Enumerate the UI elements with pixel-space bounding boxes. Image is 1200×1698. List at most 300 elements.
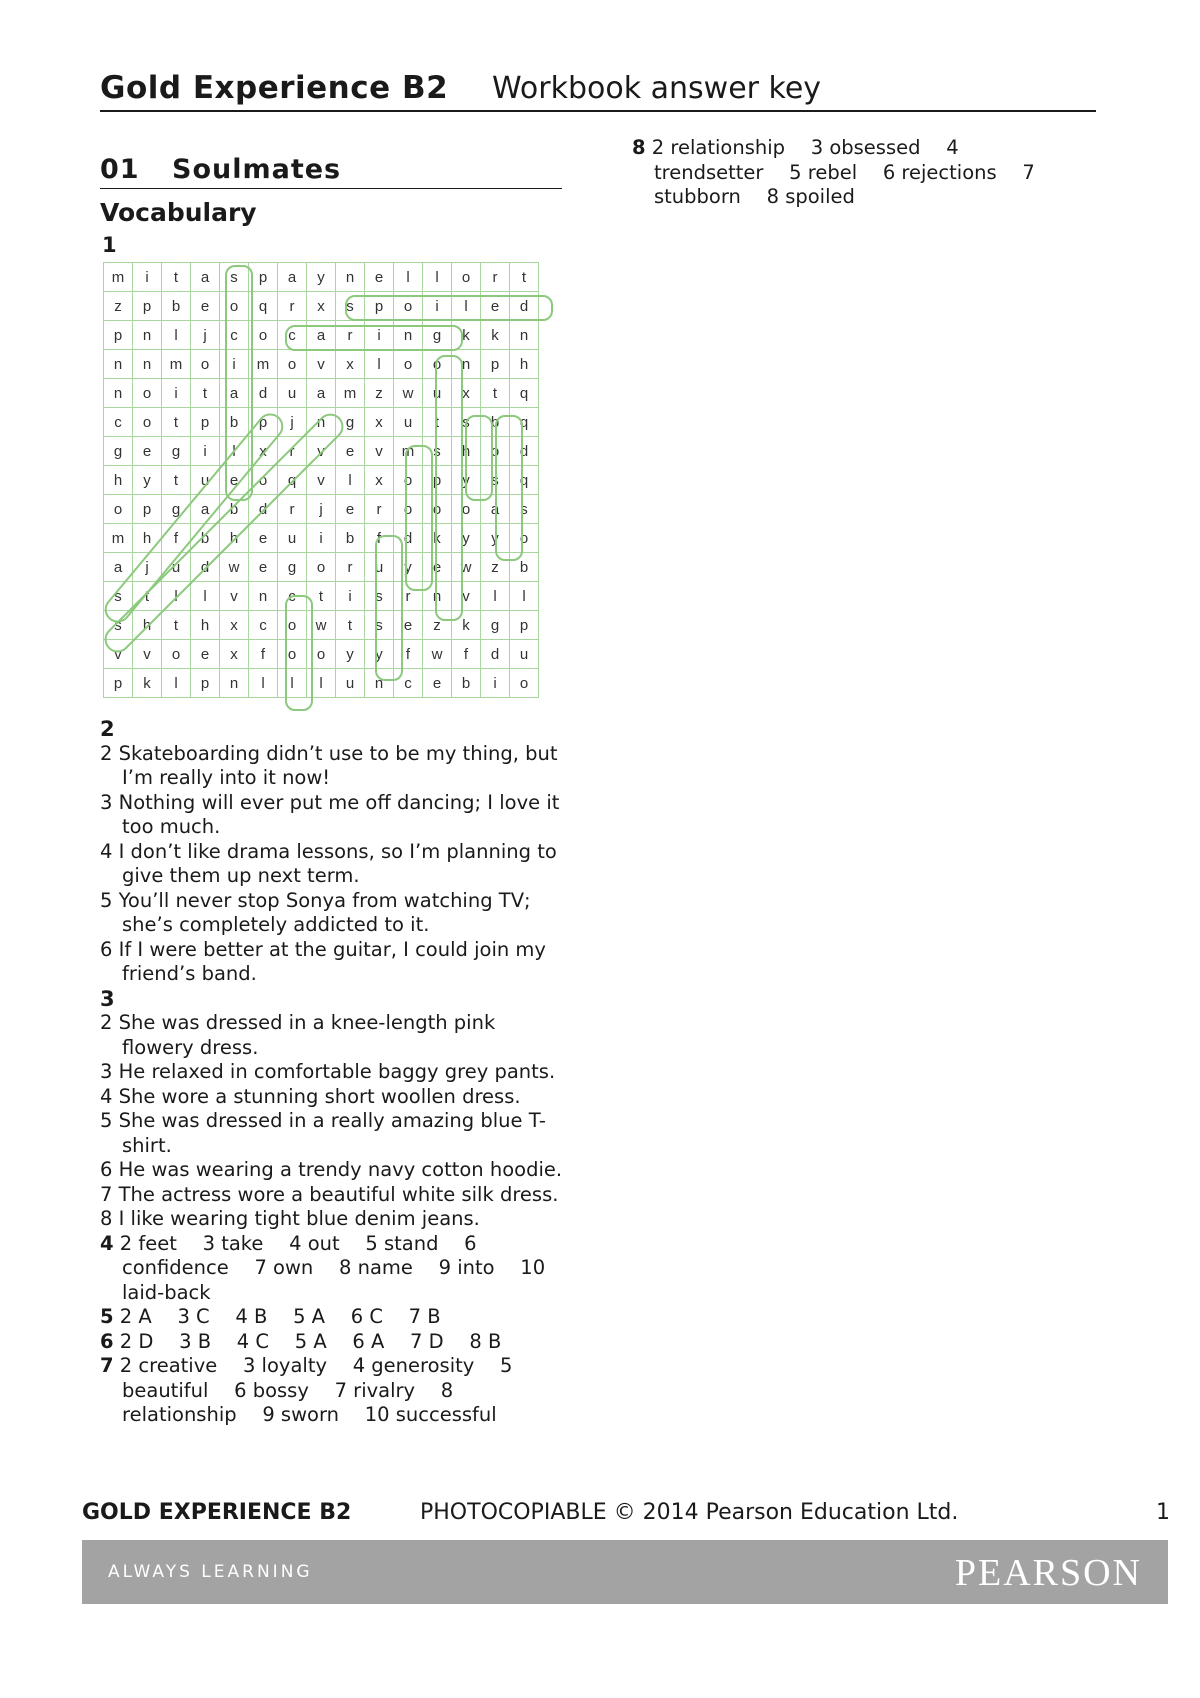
wordsearch-grid <box>103 262 555 714</box>
exercise-8-answers <box>632 136 1092 210</box>
answer: 6 rejections <box>882 160 997 184</box>
grid-letter: q <box>510 466 539 495</box>
grid-letter: o <box>510 669 539 698</box>
grid-letter: p <box>249 263 278 292</box>
grid-letter: y <box>452 466 481 495</box>
grid-letter: x <box>336 350 365 379</box>
grid-letter: t <box>133 582 162 611</box>
grid-letter: t <box>510 263 539 292</box>
grid-letter: c <box>278 321 307 350</box>
answer: 3 obsessed <box>810 136 921 159</box>
grid-letter: u <box>162 553 191 582</box>
grid-letter: a <box>481 495 510 524</box>
publisher-logo: PEARSON <box>954 1552 1142 1594</box>
grid-letter: p <box>133 292 162 321</box>
grid-letter: o <box>133 379 162 408</box>
grid-letter: r <box>481 263 510 292</box>
grid-letter: l <box>162 321 191 350</box>
grid-letter: g <box>336 408 365 437</box>
grid-letter: n <box>249 582 278 611</box>
grid-letter: q <box>249 292 278 321</box>
list-item: 3 Nothing will ever put me off dancing; I love it too much. <box>100 790 560 838</box>
grid-letter: o <box>394 466 423 495</box>
grid-letter: f <box>452 640 481 669</box>
grid-letter: e <box>394 611 423 640</box>
answer: 3 loyalty <box>242 1354 327 1377</box>
answer: 5 A <box>293 1305 326 1328</box>
grid-letter: l <box>365 350 394 379</box>
grid-letter: e <box>191 292 220 321</box>
answer-outline <box>286 596 312 710</box>
grid-letter: l <box>452 292 481 321</box>
grid-letter: o <box>278 640 307 669</box>
grid-letter: v <box>307 350 336 379</box>
grid-letter: o <box>249 321 278 350</box>
grid-letter: n <box>220 669 249 698</box>
grid-letter: g <box>423 321 452 350</box>
grid-letter: w <box>220 553 249 582</box>
grid-letter: i <box>220 350 249 379</box>
answer: 8 B <box>469 1329 502 1353</box>
list-item: 3 He relaxed in comfortable baggy grey pants. <box>100 1060 556 1083</box>
grid-letter: u <box>336 669 365 698</box>
answer: 2 creative <box>119 1354 218 1377</box>
grid-letter: p <box>510 611 539 640</box>
grid-letter: l <box>481 582 510 611</box>
answer: 6 confidence <box>122 1231 477 1279</box>
grid-letter: e <box>220 466 249 495</box>
grid-letter: x <box>452 379 481 408</box>
grid-letter: h <box>133 524 162 553</box>
grid-letter: x <box>220 640 249 669</box>
grid-letter: d <box>191 553 220 582</box>
grid-letter: n <box>104 350 133 379</box>
grid-letter: w <box>423 640 452 669</box>
grid-letter: m <box>336 379 365 408</box>
grid-letter: d <box>249 379 278 408</box>
section-title: Vocabulary <box>100 198 257 227</box>
answer-outline <box>103 410 287 627</box>
answer: 9 into <box>438 1256 495 1279</box>
grid-letter: g <box>162 495 191 524</box>
exercise-4-answers <box>100 1232 570 1306</box>
exercise-2-number: 2 <box>100 717 115 741</box>
answer: 7 own <box>254 1256 314 1279</box>
grid-letter: h <box>191 611 220 640</box>
grid-letter: g <box>278 553 307 582</box>
grid-letter: o <box>423 350 452 379</box>
unit-heading <box>100 154 562 189</box>
grid-letter: y <box>394 553 423 582</box>
list-item: 5 She was dressed in a really amazing blue T-shirt. <box>100 1109 546 1157</box>
grid-letter: l <box>278 669 307 698</box>
answer: 2 relationship <box>651 136 786 159</box>
grid-letter: u <box>278 524 307 553</box>
exercise-number: 8 <box>632 136 646 159</box>
grid-letter: q <box>510 379 539 408</box>
unit-number: 01 <box>100 154 140 185</box>
grid-letter: d <box>249 495 278 524</box>
grid-letter: y <box>133 466 162 495</box>
answer: 5 A <box>294 1329 327 1353</box>
answer: 8 spoiled <box>766 185 855 208</box>
grid-letter: n <box>104 379 133 408</box>
grid-letter: u <box>510 640 539 669</box>
grid-letter: s <box>365 611 394 640</box>
grid-letter: z <box>104 292 133 321</box>
grid-letter: m <box>104 524 133 553</box>
answer-outline <box>226 266 252 500</box>
grid-letter: i <box>365 321 394 350</box>
grid-letter: v <box>104 640 133 669</box>
grid-letter: x <box>220 611 249 640</box>
grid-letter: p <box>191 669 220 698</box>
answer: 10 successful <box>364 1403 497 1426</box>
grid-letter: t <box>162 263 191 292</box>
page-number: 1 <box>1156 1500 1170 1525</box>
exercise-7-answers <box>100 1354 570 1428</box>
grid-letter: f <box>365 524 394 553</box>
grid-letter: g <box>481 611 510 640</box>
grid-letter: u <box>365 553 394 582</box>
answer: 4 out <box>289 1231 340 1255</box>
grid-letter: y <box>307 263 336 292</box>
grid-letter: e <box>336 495 365 524</box>
grid-letter: b <box>481 408 510 437</box>
grid-letter: o <box>307 553 336 582</box>
grid-letter: b <box>452 669 481 698</box>
grid-letter: n <box>336 263 365 292</box>
grid-letter: c <box>220 321 249 350</box>
answer: 4 C <box>236 1329 270 1353</box>
grid-letter: s <box>104 582 133 611</box>
grid-letter: c <box>394 669 423 698</box>
answer: 10 laid-back <box>122 1256 546 1304</box>
answer: 2 A <box>119 1305 152 1328</box>
answer: 7 D <box>410 1329 444 1353</box>
grid-letter: n <box>133 321 162 350</box>
tagline: ALWAYS LEARNING <box>108 1562 313 1582</box>
grid-letter: x <box>249 437 278 466</box>
grid-letter: n <box>307 408 336 437</box>
grid-letter: m <box>394 437 423 466</box>
grid-letter: r <box>336 321 365 350</box>
grid-letter: e <box>249 553 278 582</box>
grid-letter: v <box>307 437 336 466</box>
grid-letter: z <box>481 553 510 582</box>
grid-letter: o <box>162 640 191 669</box>
grid-letter: v <box>220 582 249 611</box>
grid-letter: v <box>133 640 162 669</box>
answer: 7 rivalry <box>334 1378 416 1402</box>
grid-letter: z <box>423 611 452 640</box>
answer: 5 rebel <box>789 160 858 184</box>
answer: 7 stubborn <box>654 160 1035 208</box>
grid-letter: s <box>220 263 249 292</box>
grid-letter: u <box>191 466 220 495</box>
grid-letter: g <box>162 437 191 466</box>
grid-letter: x <box>307 292 336 321</box>
answer: 2 feet <box>119 1231 177 1255</box>
grid-letter: a <box>307 379 336 408</box>
left-column <box>100 717 570 1428</box>
grid-letter: f <box>394 640 423 669</box>
grid-letter: c <box>104 408 133 437</box>
grid-letter: n <box>394 321 423 350</box>
grid-letter: s <box>452 408 481 437</box>
grid-letter: w <box>307 611 336 640</box>
grid-letter: c <box>278 582 307 611</box>
list-item: 5 You’ll never stop Sonya from watching TV; she’s completely addicted to it. <box>100 888 531 936</box>
grid-letter: a <box>220 379 249 408</box>
answer: 4 B <box>235 1305 268 1328</box>
answer: 2 D <box>119 1329 154 1353</box>
answer: 6 bossy <box>234 1378 309 1402</box>
grid-letter: s <box>104 611 133 640</box>
grid-letter: i <box>336 582 365 611</box>
grid-letter: r <box>365 495 394 524</box>
grid-letter: a <box>191 495 220 524</box>
grid-letter: n <box>452 350 481 379</box>
grid-letter: a <box>278 263 307 292</box>
answer-outline <box>376 536 402 680</box>
grid-letter: x <box>365 466 394 495</box>
answer: 8 relationship <box>122 1378 454 1426</box>
list-item: 4 She wore a stunning short woollen dress. <box>100 1084 521 1108</box>
grid-letter: b <box>162 292 191 321</box>
answer: 5 stand <box>365 1231 439 1255</box>
grid-letter: l <box>423 263 452 292</box>
grid-letter: g <box>104 437 133 466</box>
grid-letter: v <box>307 466 336 495</box>
grid-letter: l <box>336 466 365 495</box>
grid-letter: k <box>481 321 510 350</box>
grid-letter: e <box>336 437 365 466</box>
answer: 5 beautiful <box>122 1354 513 1402</box>
grid-letter: l <box>191 582 220 611</box>
grid-letter: l <box>249 669 278 698</box>
grid-letter: v <box>452 582 481 611</box>
answer-outline <box>286 326 462 350</box>
grid-letter: a <box>191 263 220 292</box>
grid-letter: o <box>278 611 307 640</box>
document-subtitle: Workbook answer key <box>492 71 822 106</box>
footer-band <box>82 1540 1168 1604</box>
grid-letter: j <box>307 495 336 524</box>
grid-letter: t <box>162 466 191 495</box>
grid-letter: e <box>133 437 162 466</box>
footer-copyright: PHOTOCOPIABLE © 2014 Pearson Education Ltd. <box>420 1500 959 1525</box>
answer-outline <box>436 356 462 620</box>
exercise-3-number: 3 <box>100 986 115 1011</box>
grid-letter: n <box>423 582 452 611</box>
list-item: 2 Skateboarding didn’t use to be my thing, but I’m really into it now! <box>100 741 558 789</box>
grid-letter: k <box>423 524 452 553</box>
grid-letter: s <box>336 292 365 321</box>
grid-letter: z <box>365 379 394 408</box>
grid-letter: q <box>510 408 539 437</box>
grid-letter: f <box>249 640 278 669</box>
list-item: 7 The actress wore a beautiful white silk dress. <box>100 1182 559 1206</box>
grid-letter: i <box>307 524 336 553</box>
grid-letter: o <box>423 495 452 524</box>
grid-letter: p <box>481 350 510 379</box>
grid-letter: d <box>394 524 423 553</box>
grid-letter: o <box>452 495 481 524</box>
grid-letter: t <box>191 379 220 408</box>
grid-letter: o <box>394 292 423 321</box>
grid-letter: y <box>452 524 481 553</box>
unit-title: Soulmates <box>172 154 342 185</box>
grid-letter: j <box>278 408 307 437</box>
grid-letter: s <box>481 466 510 495</box>
grid-letter: i <box>191 437 220 466</box>
grid-letter: r <box>278 437 307 466</box>
answer: 3 take <box>202 1231 264 1255</box>
list-item: 8 I like wearing tight blue denim jeans. <box>100 1207 480 1230</box>
grid-letter: p <box>104 321 133 350</box>
answer-outline <box>346 296 552 320</box>
grid-letter: h <box>104 466 133 495</box>
exercise-1-number: 1 <box>102 233 117 257</box>
grid-letter: d <box>481 640 510 669</box>
grid-letter: e <box>191 640 220 669</box>
answer: 3 B <box>179 1329 212 1353</box>
grid-letter: y <box>336 640 365 669</box>
answer: 8 name <box>339 1256 413 1279</box>
grid-letter: l <box>307 669 336 698</box>
grid-letter: j <box>133 553 162 582</box>
grid-letter: t <box>162 408 191 437</box>
grid-letter: t <box>336 611 365 640</box>
grid-letter: m <box>162 350 191 379</box>
grid-letter: f <box>162 524 191 553</box>
grid-letter: s <box>365 582 394 611</box>
grid-letter: e <box>423 669 452 698</box>
list-item: 4 I don’t like drama lessons, so I’m planning to give them up next term. <box>100 839 557 887</box>
grid-letter: b <box>191 524 220 553</box>
grid-letter: o <box>452 263 481 292</box>
footer-brand: GOLD EXPERIENCE B2 <box>82 1500 352 1525</box>
grid-letter: v <box>365 437 394 466</box>
answer: 4 trendsetter <box>654 136 959 184</box>
wordsearch-answer-outlines <box>103 262 555 714</box>
grid-letter: e <box>365 263 394 292</box>
grid-letter: o <box>133 408 162 437</box>
grid-letter: c <box>249 611 278 640</box>
exercise-2-list <box>100 742 570 987</box>
grid-letter: t <box>423 408 452 437</box>
grid-letter: p <box>191 408 220 437</box>
grid-letter: o <box>220 292 249 321</box>
grid-letter: h <box>133 611 162 640</box>
grid-letter: p <box>365 292 394 321</box>
grid-letter: t <box>481 379 510 408</box>
grid-letter: i <box>423 292 452 321</box>
grid-letter: o <box>394 495 423 524</box>
grid-letter: p <box>133 495 162 524</box>
answer: 6 C <box>350 1305 383 1328</box>
grid-letter: b <box>220 495 249 524</box>
exercise-number: 7 <box>100 1354 114 1377</box>
grid-letter: y <box>365 640 394 669</box>
grid-letter: s <box>510 495 539 524</box>
grid-letter: w <box>394 379 423 408</box>
list-item: 6 He was wearing a trendy navy cotton hoodie. <box>100 1158 563 1181</box>
grid-letter: b <box>510 553 539 582</box>
grid-letter: h <box>510 350 539 379</box>
exercise-number: 5 <box>100 1305 114 1328</box>
exercise-3-list <box>100 1011 570 1232</box>
grid-letter: d <box>510 437 539 466</box>
grid-letter: o <box>249 466 278 495</box>
grid-letter: k <box>452 611 481 640</box>
grid-letter: k <box>133 669 162 698</box>
grid-letter: m <box>249 350 278 379</box>
grid-letter: i <box>133 263 162 292</box>
grid-letter: o <box>191 350 220 379</box>
grid-letter: e <box>249 524 278 553</box>
grid-letter: t <box>162 611 191 640</box>
grid-letter: o <box>510 524 539 553</box>
answer: 9 sworn <box>262 1403 340 1426</box>
answer-outline <box>496 416 522 560</box>
grid-letter: r <box>394 582 423 611</box>
answer: 6 A <box>352 1329 385 1353</box>
grid-letter: u <box>423 379 452 408</box>
exercise-5-answers <box>100 1305 570 1330</box>
grid-letter: r <box>278 292 307 321</box>
answer: 3 C <box>177 1305 210 1328</box>
grid-letter: j <box>191 321 220 350</box>
grid-letter: a <box>104 553 133 582</box>
right-column <box>632 136 1092 210</box>
list-item: 6 If I were better at the guitar, I could join my friend’s band. <box>100 937 546 985</box>
grid-letter: a <box>307 321 336 350</box>
grid-letter: o <box>104 495 133 524</box>
grid-letter: e <box>423 553 452 582</box>
grid-letter: l <box>162 582 191 611</box>
grid-letter: e <box>481 292 510 321</box>
grid-letter: l <box>220 437 249 466</box>
grid-letter: n <box>510 321 539 350</box>
exercise-6-answers <box>100 1330 570 1355</box>
grid-letter: b <box>336 524 365 553</box>
grid-letter: n <box>133 350 162 379</box>
grid-letter: i <box>481 669 510 698</box>
grid-letter: s <box>423 437 452 466</box>
grid-letter: h <box>452 437 481 466</box>
grid-letter: d <box>510 292 539 321</box>
grid-letter: b <box>220 408 249 437</box>
grid-letter: t <box>307 582 336 611</box>
grid-letter: p <box>249 408 278 437</box>
book-title: Gold Experience B2 <box>100 70 449 106</box>
grid-letter: o <box>481 437 510 466</box>
page-header <box>100 66 1096 112</box>
grid-letter: p <box>104 669 133 698</box>
exercise-number: 4 <box>100 1231 114 1255</box>
answer: 7 B <box>408 1305 441 1328</box>
grid-letter: m <box>104 263 133 292</box>
grid-letter: r <box>336 553 365 582</box>
grid-letter: w <box>452 553 481 582</box>
grid-letter: o <box>278 350 307 379</box>
grid-letter: o <box>307 640 336 669</box>
grid-letter: h <box>220 524 249 553</box>
grid-letter: l <box>510 582 539 611</box>
grid-letter: k <box>452 321 481 350</box>
